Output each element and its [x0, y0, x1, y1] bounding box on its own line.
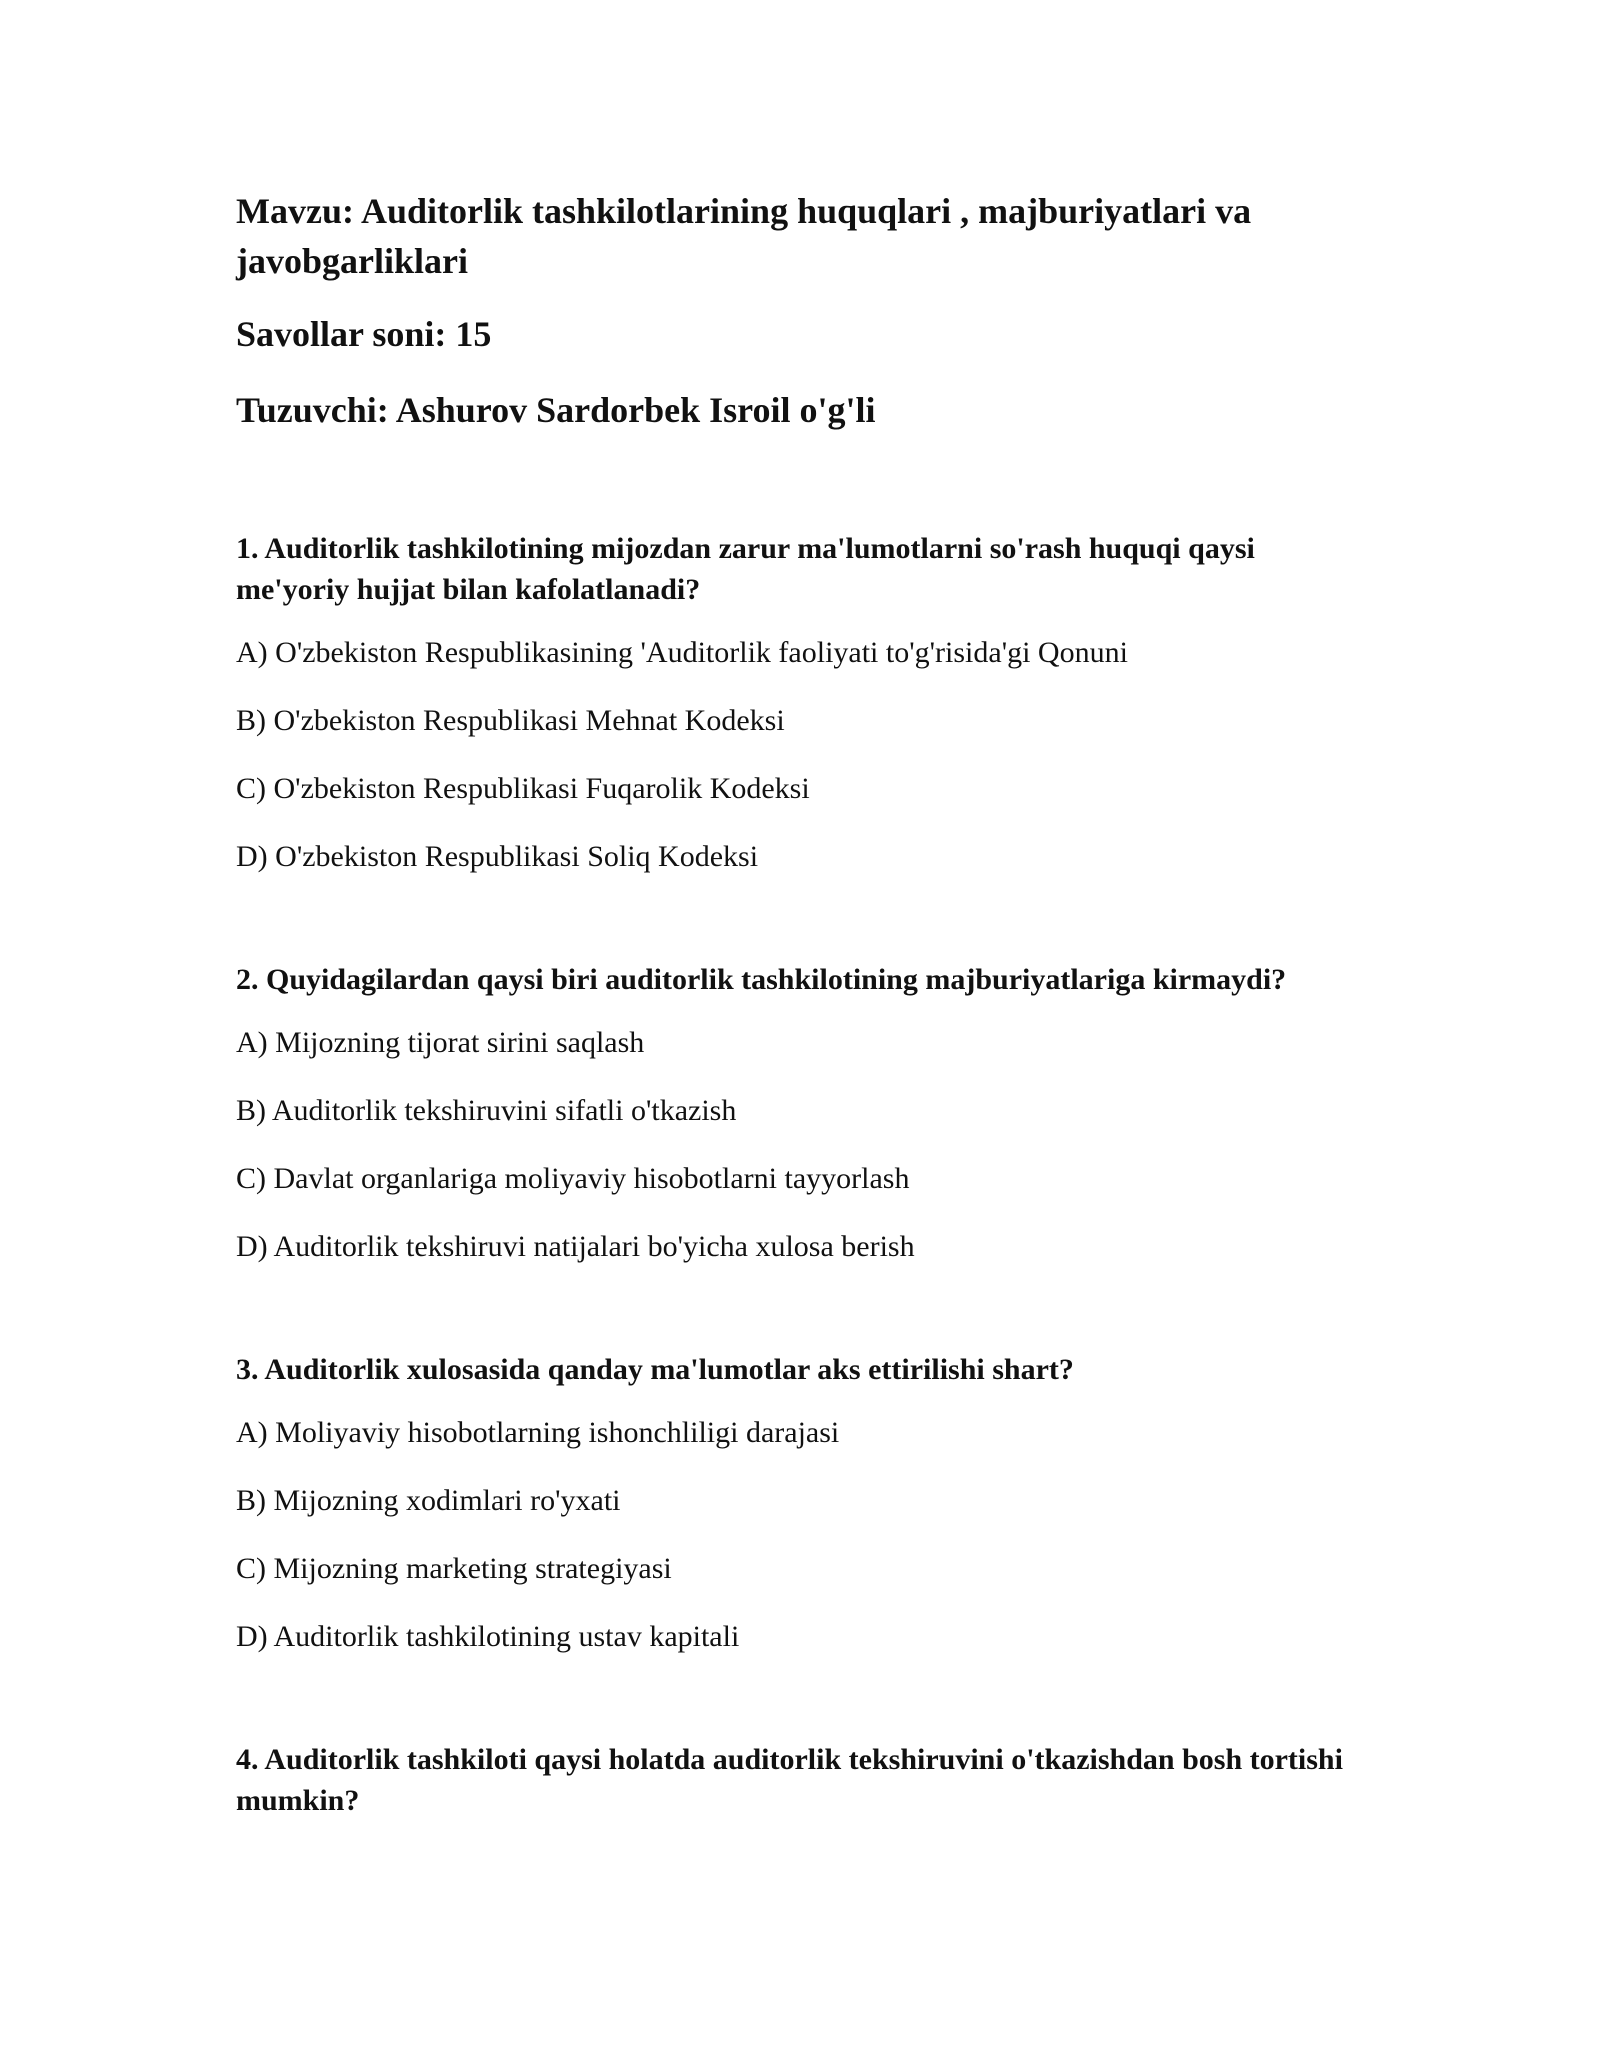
question-block-1 [236, 528, 1366, 877]
author-heading: Tuzuvchi: Ashurov Sardorbek Isroil o'g'li [236, 390, 876, 430]
answer-option-b: B) Auditorlik tekshiruvini sifatli o'tkazish [236, 1094, 737, 1127]
answer-option-c: C) O'zbekiston Respublikasi Fuqarolik Kodeksi [236, 772, 810, 805]
answer-option-c: C) Mijozning marketing strategiyasi [236, 1552, 672, 1585]
document-page [236, 186, 1366, 1843]
topic-heading: Mavzu: Auditorlik tashkilotlarining huquqlari , majburiyatlari va javobgarliklari [236, 191, 1252, 281]
answer-option-a: A) Moliyaviy hisobotlarning ishonchliligi darajasi [236, 1416, 840, 1449]
question-text: 1. Auditorlik tashkilotining mijozdan zarur ma'lumotlarni so'rash huquqi qaysi me'yoriy hujjat bilan kafolatlanadi? [236, 532, 1255, 606]
question-block-2 [236, 959, 1366, 1267]
answer-option-d: D) Auditorlik tashkilotining ustav kapitali [236, 1620, 740, 1653]
question-text: 2. Quyidagilardan qaysi biri auditorlik tashkilotining majburiyatlariga kirmaydi? [236, 963, 1287, 996]
answer-option-c: C) Davlat organlariga moliyaviy hisobotlarni tayyorlash [236, 1162, 910, 1195]
question-text: 3. Auditorlik xulosasida qanday ma'lumotlar aks ettirilishi shart? [236, 1353, 1074, 1386]
question-block-4 [236, 1739, 1366, 1821]
answer-option-a: A) O'zbekiston Respublikasining 'Auditorlik faoliyati to'g'risida'gi Qonuni [236, 636, 1128, 669]
question-block-3 [236, 1349, 1366, 1657]
question-text: 4. Auditorlik tashkiloti qaysi holatda auditorlik tekshiruvini o'tkazishdan bosh tortishi mumkin? [236, 1743, 1343, 1817]
answer-option-a: A) Mijozning tijorat sirini saqlash [236, 1026, 645, 1059]
answer-option-d: D) Auditorlik tekshiruvi natijalari bo'yicha xulosa berish [236, 1230, 915, 1263]
answer-option-b: B) Mijozning xodimlari ro'yxati [236, 1484, 621, 1517]
question-count-heading: Savollar soni: 15 [236, 314, 492, 354]
answer-option-b: B) O'zbekiston Respublikasi Mehnat Kodeksi [236, 704, 785, 737]
answer-option-d: D) O'zbekiston Respublikasi Soliq Kodeksi [236, 840, 759, 873]
